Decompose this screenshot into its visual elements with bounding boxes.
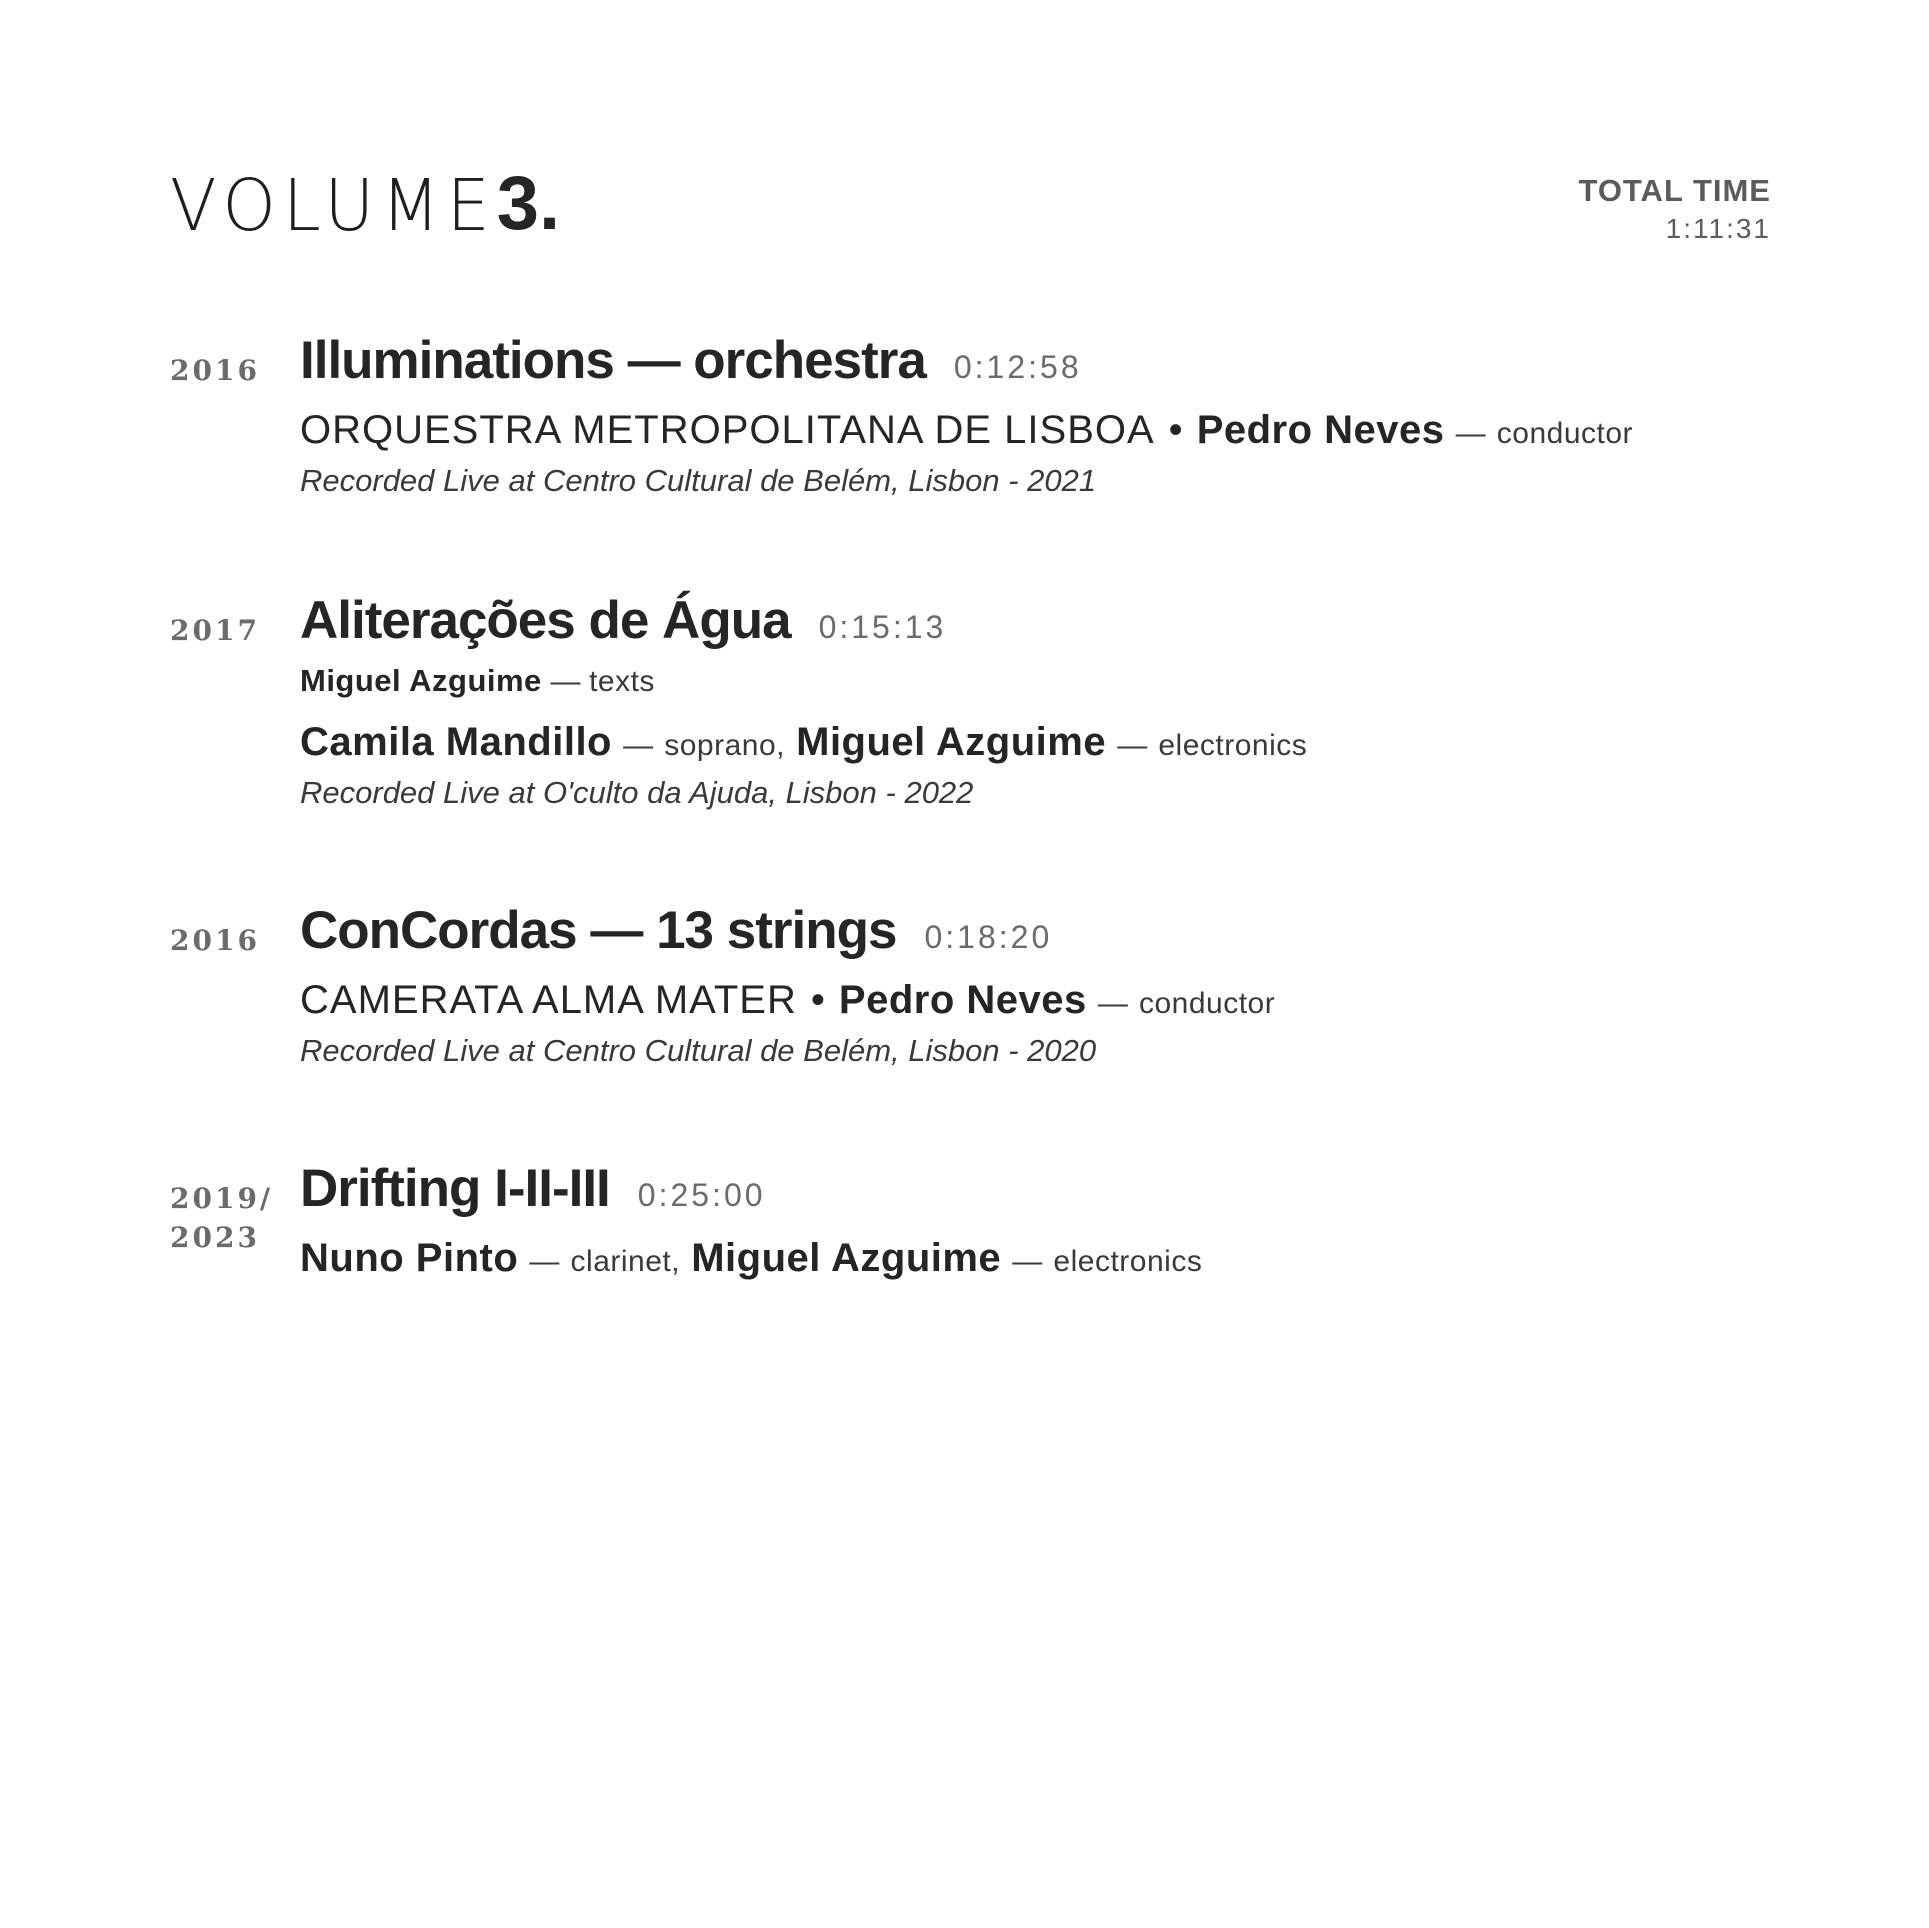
performer-line	[300, 406, 1809, 454]
track-duration: 0:18:20	[924, 919, 1053, 955]
ensemble-name: ORQUESTRA METROPOLITANA DE LISBOA	[300, 408, 1155, 452]
track-body	[300, 591, 1809, 817]
track-body	[300, 901, 1809, 1075]
volume-word: VOLUME	[170, 165, 497, 248]
track-year: 2017	[170, 614, 260, 647]
track-year: 2016	[170, 354, 260, 387]
title-line	[300, 901, 1809, 972]
track-year	[170, 1180, 290, 1257]
track-title: Aliterações de Água	[300, 591, 791, 650]
performer-role: electronics	[1158, 729, 1308, 762]
texts-role: texts	[589, 665, 655, 698]
title-line	[300, 1159, 1809, 1230]
bullet-separator: •	[810, 978, 825, 1022]
total-time	[1578, 172, 1771, 250]
track-duration: 0:25:00	[637, 1177, 766, 1213]
title-line	[300, 591, 1809, 662]
dash-separator: —	[623, 729, 654, 762]
dash-separator: —	[529, 1245, 560, 1278]
total-time-label: TOTAL TIME	[1578, 173, 1771, 208]
performer-role: conductor	[1496, 417, 1634, 450]
title-line	[300, 331, 1809, 402]
track-body	[300, 1159, 1809, 1282]
performer-role: electronics	[1053, 1245, 1203, 1278]
ensemble-name: CAMERATA ALMA MATER	[300, 978, 797, 1022]
performer-name: Pedro Neves	[1196, 408, 1445, 452]
track-duration: 0:12:58	[953, 349, 1082, 385]
track-year-line: 2019/	[170, 1182, 274, 1215]
track-title: ConCordas — 13 strings	[300, 901, 897, 960]
texts-author-name: Miguel Azguime	[300, 663, 542, 698]
total-time-value: 1:11:31	[1665, 213, 1771, 245]
performer-name: Pedro Neves	[838, 978, 1087, 1022]
texts-credit-line	[300, 662, 1809, 700]
track-year-line: 2023	[170, 1220, 260, 1254]
performer-line	[300, 1234, 1809, 1282]
volume-heading	[170, 161, 561, 248]
track-title: Illuminations — orchestra	[300, 331, 926, 390]
volume-number: 3.	[496, 161, 561, 246]
performer-line	[300, 718, 1809, 766]
dash-separator: —	[550, 665, 581, 698]
track-body	[300, 331, 1809, 505]
track-duration: 0:15:13	[818, 609, 947, 645]
track-title: Drifting I-II-III	[300, 1159, 610, 1218]
performer-line	[300, 976, 1809, 1024]
performer-name: Miguel Azguime	[691, 1236, 1002, 1280]
performer-role: clarinet,	[570, 1245, 681, 1278]
dash-separator: —	[1117, 729, 1148, 762]
recording-info: Recorded Live at Centro Cultural de Belém, Lisbon - 2021	[300, 463, 1097, 498]
bullet-separator: •	[1168, 408, 1183, 452]
track-year: 2016	[170, 924, 260, 957]
performer-role: conductor	[1138, 987, 1276, 1020]
dash-separator: —	[1455, 417, 1486, 450]
recording-info: Recorded Live at O'culto da Ajuda, Lisbon - 2022	[300, 775, 974, 810]
performer-role: soprano,	[664, 729, 785, 762]
dash-separator: —	[1097, 987, 1128, 1020]
performer-name: Miguel Azguime	[796, 720, 1107, 764]
recording-info: Recorded Live at Centro Cultural de Belém, Lisbon - 2020	[300, 1033, 1097, 1068]
dash-separator: —	[1012, 1245, 1043, 1278]
performer-name: Nuno Pinto	[300, 1236, 519, 1280]
performer-name: Camila Mandillo	[300, 720, 612, 764]
